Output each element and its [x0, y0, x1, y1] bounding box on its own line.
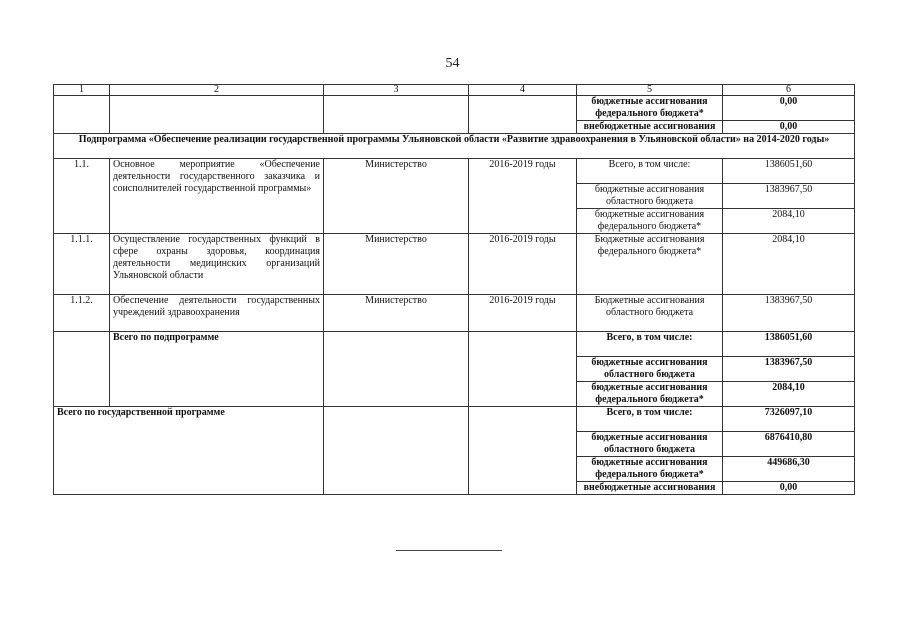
source-cell: бюджетные ассигнования федерального бюджета*: [577, 457, 723, 482]
row-number: 1.1.: [54, 159, 110, 234]
executor-cell: Министерство: [324, 159, 469, 234]
source-cell: Всего, в том числе:: [577, 159, 723, 184]
source-cell: бюджетные ассигнования федерального бюджета*: [577, 382, 723, 407]
source-cell: внебюджетные ассигнования: [577, 482, 723, 495]
header-col-1: 1: [54, 85, 110, 96]
footer-divider: [396, 550, 502, 551]
executor-cell: Министерство: [324, 295, 469, 332]
measure-name: Основное мероприятие «Обеспечение деятельности государственного заказчика и соисполнителей государственной программы»: [110, 159, 324, 234]
header-col-3: 3: [324, 85, 469, 96]
amount-cell: 0,00: [723, 482, 855, 495]
years-cell: 2016-2019 годы: [469, 159, 577, 234]
source-cell: бюджетные ассигнования областного бюджета: [577, 432, 723, 457]
years-cell: 2016-2019 годы: [469, 234, 577, 295]
table-row: [54, 96, 855, 121]
subprogram-title-row: [54, 134, 855, 159]
amount-cell: 449686,30: [723, 457, 855, 482]
years-cell: 2016-2019 годы: [469, 295, 577, 332]
table-row: [54, 159, 855, 184]
amount-cell: 2084,10: [723, 209, 855, 234]
header-col-4: 4: [469, 85, 577, 96]
source-cell: Всего, в том числе:: [577, 407, 723, 432]
header-col-2: 2: [110, 85, 324, 96]
source-cell: Бюджетные ассигнования областного бюджета: [577, 295, 723, 332]
measure-name: Обеспечение деятельности государственных учреждений здравоохранения: [110, 295, 324, 332]
source-cell: бюджетные ассигнования федерального бюджета*: [577, 96, 723, 121]
budget-table: [53, 84, 855, 495]
source-cell: бюджетные ассигнования федерального бюджета*: [577, 209, 723, 234]
amount-cell: 0,00: [723, 96, 855, 121]
table-row: [54, 332, 855, 357]
amount-cell: 7326097,10: [723, 407, 855, 432]
subprogram-title: Подпрограмма «Обеспечение реализации государственной программы Ульяновской области «Развитие здравоохранения в Ульяновской области» на 2014-2020 годы»: [54, 134, 855, 159]
amount-cell: 0,00: [723, 121, 855, 134]
table-row: [54, 407, 855, 432]
row-number: 1.1.2.: [54, 295, 110, 332]
amount-cell: 2084,10: [723, 382, 855, 407]
source-cell: внебюджетные ассигнования: [577, 121, 723, 134]
header-col-6: 6: [723, 85, 855, 96]
measure-name: Осуществление государственных функций в сфере охраны здоровья, координация деятельности медицинских организаций Ульяновской области: [110, 234, 324, 295]
amount-cell: 6876410,80: [723, 432, 855, 457]
source-cell: бюджетные ассигнования областного бюджета: [577, 184, 723, 209]
source-cell: Всего, в том числе:: [577, 332, 723, 357]
amount-cell: 2084,10: [723, 234, 855, 295]
header-row: [54, 85, 855, 96]
amount-cell: 1386051,60: [723, 159, 855, 184]
amount-cell: 1383967,50: [723, 295, 855, 332]
subprogram-total-label: Всего по подпрограмме: [110, 332, 324, 407]
source-cell: Бюджетные ассигнования федерального бюджета*: [577, 234, 723, 295]
program-total-label: Всего по государственной программе: [54, 407, 324, 495]
amount-cell: 1386051,60: [723, 332, 855, 357]
amount-cell: 1383967,50: [723, 357, 855, 382]
source-cell: бюджетные ассигнования областного бюджета: [577, 357, 723, 382]
executor-cell: Министерство: [324, 234, 469, 295]
row-number: 1.1.1.: [54, 234, 110, 295]
amount-cell: 1383967,50: [723, 184, 855, 209]
table-row: [54, 234, 855, 295]
page-number: 54: [445, 56, 460, 71]
header-col-5: 5: [577, 85, 723, 96]
table-row: [54, 295, 855, 332]
